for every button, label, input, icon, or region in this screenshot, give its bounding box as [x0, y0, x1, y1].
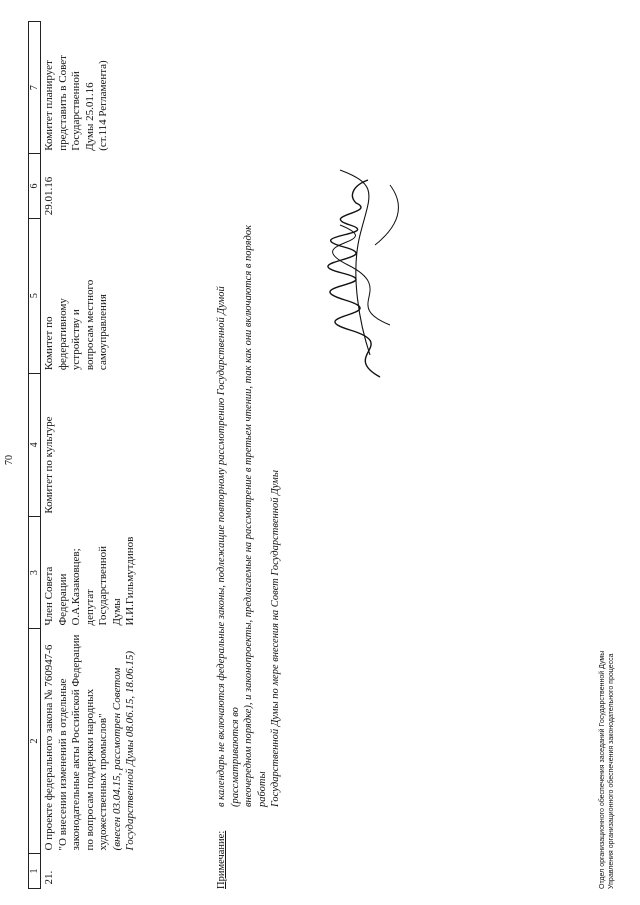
- column-number: 2: [29, 629, 41, 854]
- co-committee-line: устройству и: [70, 309, 82, 371]
- column-number-row: [29, 22, 41, 889]
- plan-line: Государственной: [70, 71, 82, 151]
- author-line: депутат: [83, 589, 96, 626]
- plan-line: представить в Совет: [56, 55, 69, 151]
- note-line: внеочередном порядке), и законопроекты, предлагаемые на рассмотрение в третьем чтении, так как они включаются в порядок работы: [243, 224, 268, 807]
- co-committee-line: федеративному: [56, 298, 69, 371]
- bill-title-line: законодательные акты Российской Федерации: [70, 634, 82, 851]
- bill-title-line: художественных промыслов": [97, 713, 109, 851]
- bill-title-cell: [41, 629, 140, 854]
- note-line: Государственной Думы по мере внесения на Совет Государственной Думы: [270, 470, 281, 807]
- bill-title: [43, 632, 111, 851]
- bill-title-line: О проекте федерального закона № 760947-6: [43, 644, 55, 851]
- footer-line: Управления организационного обеспечения законодательного процесса: [608, 653, 615, 889]
- column-number: 4: [29, 373, 41, 517]
- committee-plan: [41, 22, 140, 154]
- plan-line: (ст.114 Регламента): [97, 60, 109, 151]
- column-number: 6: [29, 154, 41, 218]
- footer: [598, 651, 616, 889]
- handwritten-signature: [320, 165, 410, 385]
- page-number: 70: [4, 455, 15, 465]
- bill-authors: [41, 517, 140, 629]
- bills-table: [28, 21, 140, 889]
- column-number: 7: [29, 22, 41, 154]
- author-line: Член Совета: [43, 566, 55, 626]
- column-number: 5: [29, 218, 41, 373]
- responsible-committee: Комитет по культуре: [41, 373, 140, 517]
- author-line: Государственной: [97, 545, 109, 626]
- table-row: [41, 22, 140, 889]
- co-committee-line: вопросам местного: [83, 279, 96, 371]
- note-line: в календарь не включаются федеральные законы, подлежащие повторному рассмотрению Государственной Думой (рассматриваются во: [216, 286, 241, 807]
- bill-title-line: по вопросам поддержки народных: [83, 688, 96, 851]
- note-text: [215, 207, 283, 807]
- review-date: 29.01.16: [41, 154, 140, 218]
- author-line: И.И.Гильмутдинов: [124, 536, 136, 626]
- plan-line: Комитет планирует: [43, 60, 55, 151]
- co-committee-line: Комитет по: [43, 316, 55, 371]
- footer-line: Отдел организационного обеспечения заседаний Государственной Думы: [599, 650, 606, 889]
- bill-note-line: (внесен 03.04.15, рассмотрен Советом: [110, 667, 123, 851]
- column-number: 1: [29, 853, 41, 888]
- bill-title-line: "О внесении изменений в отдельные: [56, 678, 69, 851]
- author-line: Федерации: [56, 573, 69, 626]
- bill-note-line: Государственной Думы 08.06.15, 18.06.15): [124, 650, 136, 851]
- co-executor-committee: [41, 218, 140, 373]
- column-number: 3: [29, 517, 41, 629]
- row-index: 21.: [41, 853, 140, 888]
- note-label: Примечание:: [216, 830, 227, 889]
- author-line: О.А.Казаковцев;: [70, 548, 82, 626]
- co-committee-line: самоуправления: [97, 294, 109, 371]
- author-line: Думы: [110, 598, 123, 626]
- plan-line: Думы 25.01.16: [83, 82, 96, 151]
